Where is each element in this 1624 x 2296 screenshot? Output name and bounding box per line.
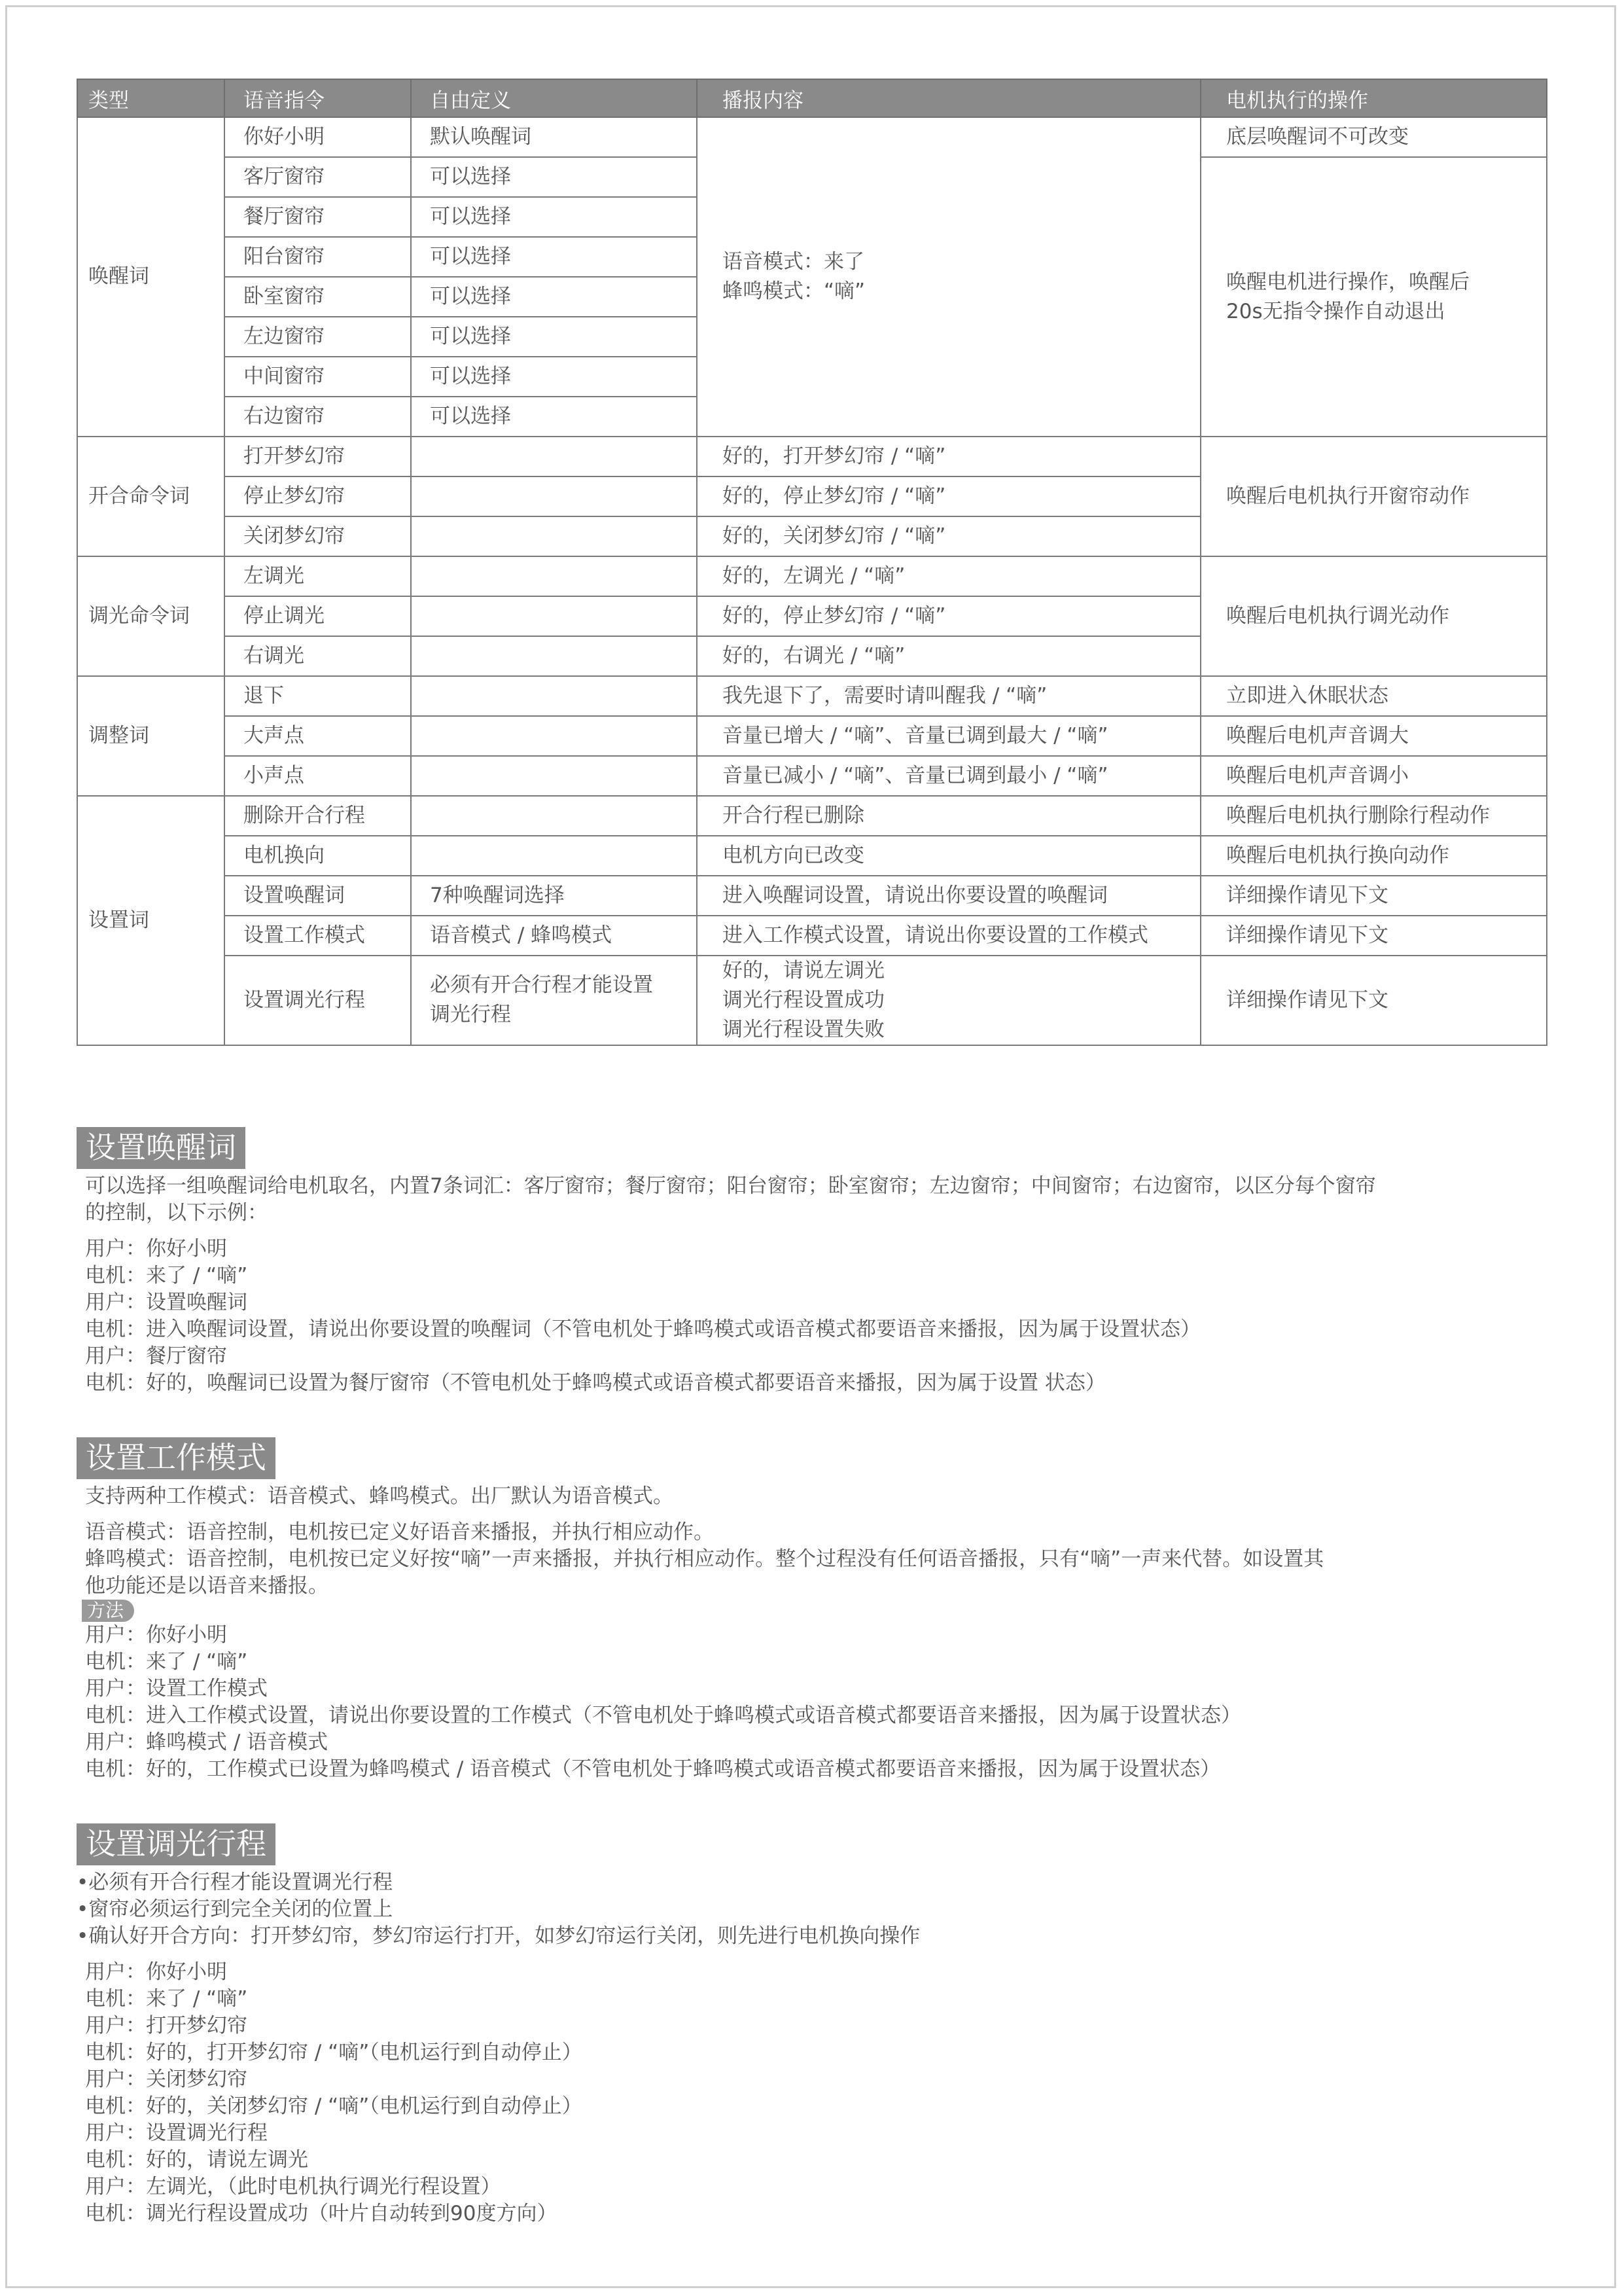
custom-cell <box>411 716 697 756</box>
custom-cell <box>411 437 697 476</box>
table-row <box>77 676 1547 716</box>
custom-cell: 默认唤醒词 <box>411 117 697 157</box>
header-type: 类型 <box>77 79 224 117</box>
broadcast-line: 好的，请说左调光 <box>722 959 885 982</box>
dialog-line: 电机：来了 / “嘀” <box>85 1650 248 1674</box>
command-cell: 你好小明 <box>224 117 411 157</box>
broadcast-cell: 电机方向已改变 <box>697 836 1201 876</box>
action-cell: 立即进入休眠状态 <box>1201 676 1547 716</box>
paragraph: 他功能还是以语音来播报。 <box>85 1574 328 1598</box>
dialog-line: 用户：你好小明 <box>85 1960 227 1984</box>
action-cell: 唤醒后电机声音调大 <box>1201 716 1547 756</box>
voice-command-table <box>77 79 1547 1046</box>
custom-cell: 语音模式 / 蜂鸣模式 <box>411 916 697 956</box>
dialog-line: 电机：好的，工作模式已设置为蜂鸣模式 / 语音模式（不管电机处于蜂鸣模式或语音模式都要语音来播报，因为属于设置状态） <box>85 1757 1221 1781</box>
command-cell: 大声点 <box>224 716 411 756</box>
command-cell: 打开梦幻帘 <box>224 437 411 476</box>
dialog-line: 电机：进入唤醒词设置，请说出你要设置的唤醒词（不管电机处于蜂鸣模式或语音模式都要语音来播报，因为属于设置状态） <box>85 1318 1201 1341</box>
broadcast-cell <box>697 956 1201 1045</box>
command-cell: 删除开合行程 <box>224 796 411 836</box>
action-cell: 唤醒后电机执行开窗帘动作 <box>1201 437 1547 556</box>
table-row <box>77 956 1547 1045</box>
dialog-line: 用户：设置调光行程 <box>85 2121 268 2145</box>
table-row <box>77 117 1547 157</box>
broadcast-cell: 进入工作模式设置，请说出你要设置的工作模式 <box>697 916 1201 956</box>
table-row <box>77 556 1547 596</box>
custom-cell: 可以选择 <box>411 197 697 237</box>
command-cell: 停止调光 <box>224 596 411 636</box>
command-cell: 设置工作模式 <box>224 916 411 956</box>
header-command: 语音指令 <box>224 79 411 117</box>
section-dimming-travel <box>77 1823 1546 2227</box>
method-label: 方法 <box>82 1600 134 1622</box>
action-cell: 唤醒后电机执行换向动作 <box>1201 836 1547 876</box>
type-cell: 唤醒词 <box>77 117 224 437</box>
custom-cell <box>411 636 697 676</box>
custom-cell <box>411 516 697 556</box>
action-cell: 唤醒后电机执行删除行程动作 <box>1201 796 1547 836</box>
paragraph: 可以选择一组唤醒词给电机取名，内置7条词汇：客厅窗帘；餐厅窗帘；阳台窗帘；卧室窗帘；左边窗帘；中间窗帘；右边窗帘，以区分每个窗帘 <box>85 1174 1376 1198</box>
header-action: 电机执行的操作 <box>1201 79 1547 117</box>
custom-cell: 可以选择 <box>411 317 697 357</box>
custom-cell <box>411 476 697 516</box>
header-custom: 自由定义 <box>411 79 697 117</box>
table-row <box>77 756 1547 796</box>
action-cell: 详细操作请见下文 <box>1201 916 1547 956</box>
table-row <box>77 716 1547 756</box>
command-cell: 停止梦幻帘 <box>224 476 411 516</box>
table-row <box>77 796 1547 836</box>
broadcast-cell: 好的，打开梦幻帘 / “嘀” <box>697 437 1201 476</box>
bullet-item: •窗帘必须运行到完全关闭的位置上 <box>77 1897 393 1921</box>
dialog-line: 用户：你好小明 <box>85 1623 227 1647</box>
custom-cell <box>411 956 697 1045</box>
command-cell: 卧室窗帘 <box>224 277 411 317</box>
command-cell: 退下 <box>224 676 411 716</box>
section-wake-word <box>77 1127 1546 1397</box>
paragraph: 蜂鸣模式：语音控制，电机按已定义好按“嘀”一声来播报，并执行相应动作。整个过程没有任何语音播报，只有“嘀”一声来代替。如设置其 <box>85 1547 1324 1571</box>
broadcast-cell: 好的，关闭梦幻帘 / “嘀” <box>697 516 1201 556</box>
custom-cell <box>411 756 697 796</box>
command-cell: 右边窗帘 <box>224 397 411 437</box>
custom-cell <box>411 836 697 876</box>
dialog-line: 电机：好的，唤醒词已设置为餐厅窗帘（不管电机处于蜂鸣模式或语音模式都要语音来播报，因为属于设置 状态） <box>85 1371 1106 1395</box>
dialog-line: 用户：你好小明 <box>85 1237 227 1261</box>
table-row <box>77 836 1547 876</box>
custom-cell: 7种唤醒词选择 <box>411 876 697 916</box>
table-row <box>77 437 1547 476</box>
custom-line: 调光行程 <box>430 1003 511 1027</box>
command-cell: 客厅窗帘 <box>224 157 411 197</box>
action-cell: 唤醒后电机声音调小 <box>1201 756 1547 796</box>
table-header-row <box>77 79 1547 117</box>
dialog-line: 用户：餐厅窗帘 <box>85 1344 227 1368</box>
custom-cell: 可以选择 <box>411 157 697 197</box>
command-cell: 设置调光行程 <box>224 956 411 1045</box>
command-cell: 设置唤醒词 <box>224 876 411 916</box>
broadcast-cell: 好的，停止梦幻帘 / “嘀” <box>697 476 1201 516</box>
action-cell: 底层唤醒词不可改变 <box>1201 117 1547 157</box>
dialog-line: 电机：好的，打开梦幻帘 / “嘀”（电机运行到自动停止） <box>85 2041 582 2064</box>
command-cell: 餐厅窗帘 <box>224 197 411 237</box>
action-cell: 详细操作请见下文 <box>1201 956 1547 1045</box>
type-cell: 调整词 <box>77 676 224 796</box>
section-title: 设置唤醒词 <box>77 1127 245 1169</box>
dialog-line: 用户：关闭梦幻帘 <box>85 2068 247 2091</box>
type-cell: 设置词 <box>77 796 224 1045</box>
custom-cell: 可以选择 <box>411 397 697 437</box>
broadcast-cell: 开合行程已删除 <box>697 796 1201 836</box>
paragraph: 语音模式：语音控制，电机按已定义好语音来播报，并执行相应动作。 <box>85 1520 714 1544</box>
action-cell <box>1201 157 1547 437</box>
table-row <box>77 916 1547 956</box>
dialog-line: 电机：来了 / “嘀” <box>85 1264 248 1287</box>
header-broadcast: 播报内容 <box>697 79 1201 117</box>
custom-cell <box>411 556 697 596</box>
broadcast-cell: 好的，右调光 / “嘀” <box>697 636 1201 676</box>
command-cell: 左边窗帘 <box>224 317 411 357</box>
dialog-line: 用户：蜂鸣模式 / 语音模式 <box>85 1731 328 1754</box>
broadcast-line: 调光行程设置成功 <box>722 988 885 1012</box>
type-cell: 调光命令词 <box>77 556 224 676</box>
broadcast-line: 调光行程设置失败 <box>722 1017 885 1041</box>
dialog-line: 电机：好的，请说左调光 <box>85 2148 308 2172</box>
broadcast-cell: 好的，停止梦幻帘 / “嘀” <box>697 596 1201 636</box>
command-cell: 电机换向 <box>224 836 411 876</box>
paragraph: 的控制，以下示例： <box>85 1201 268 1225</box>
command-cell: 关闭梦幻帘 <box>224 516 411 556</box>
command-cell: 小声点 <box>224 756 411 796</box>
broadcast-line: 语音模式：来了 <box>722 250 864 274</box>
dialog-line: 用户：设置唤醒词 <box>85 1291 247 1314</box>
dialog-line: 电机：来了 / “嘀” <box>85 1987 248 2011</box>
section-title: 设置工作模式 <box>77 1437 275 1479</box>
action-line: 唤醒电机进行操作，唤醒后 <box>1226 270 1470 294</box>
section-work-mode <box>77 1437 1546 1783</box>
bullet-item: •必须有开合行程才能设置调光行程 <box>77 1871 393 1894</box>
broadcast-cell: 进入唤醒词设置，请说出你要设置的唤醒词 <box>697 876 1201 916</box>
custom-cell <box>411 596 697 636</box>
bullet-item: •确认好开合方向：打开梦幻帘，梦幻帘运行打开，如梦幻帘运行关闭，则先进行电机换向操作 <box>77 1924 921 1948</box>
broadcast-cell: 我先退下了，需要时请叫醒我 / “嘀” <box>697 676 1201 716</box>
dialog-line: 电机：进入工作模式设置，请说出你要设置的工作模式（不管电机处于蜂鸣模式或语音模式都要语音来播报，因为属于设置状态） <box>85 1704 1241 1727</box>
type-cell: 开合命令词 <box>77 437 224 556</box>
dialog-line: 用户：左调光，（此时电机执行调光行程设置） <box>85 2175 501 2198</box>
table-row <box>77 876 1547 916</box>
action-line: 20s无指令操作自动退出 <box>1226 299 1445 323</box>
action-cell: 唤醒后电机执行调光动作 <box>1201 556 1547 676</box>
custom-cell: 可以选择 <box>411 357 697 397</box>
broadcast-cell: 音量已减小 / “嘀”、音量已调到最小 / “嘀” <box>697 756 1201 796</box>
broadcast-cell: 好的，左调光 / “嘀” <box>697 556 1201 596</box>
broadcast-line: 蜂鸣模式：“嘀” <box>722 279 866 303</box>
command-cell: 中间窗帘 <box>224 357 411 397</box>
custom-cell <box>411 796 697 836</box>
paragraph: 支持两种工作模式：语音模式、蜂鸣模式。出厂默认为语音模式。 <box>85 1484 673 1508</box>
command-cell: 阳台窗帘 <box>224 237 411 277</box>
dialog-line: 电机：好的，关闭梦幻帘 / “嘀”（电机运行到自动停止） <box>85 2094 582 2118</box>
section-title: 设置调光行程 <box>77 1823 275 1865</box>
command-cell: 左调光 <box>224 556 411 596</box>
custom-line: 必须有开合行程才能设置 <box>430 973 653 997</box>
broadcast-cell: 音量已增大 / “嘀”、音量已调到最大 / “嘀” <box>697 716 1201 756</box>
custom-cell: 可以选择 <box>411 237 697 277</box>
broadcast-cell <box>697 117 1201 437</box>
custom-cell: 可以选择 <box>411 277 697 317</box>
custom-cell <box>411 676 697 716</box>
action-cell: 详细操作请见下文 <box>1201 876 1547 916</box>
command-cell: 右调光 <box>224 636 411 676</box>
dialog-line: 用户：打开梦幻帘 <box>85 2014 247 2037</box>
dialog-line: 用户：设置工作模式 <box>85 1677 268 1700</box>
dialog-line: 电机：调光行程设置成功（叶片自动转到90度方向） <box>85 2202 557 2225</box>
